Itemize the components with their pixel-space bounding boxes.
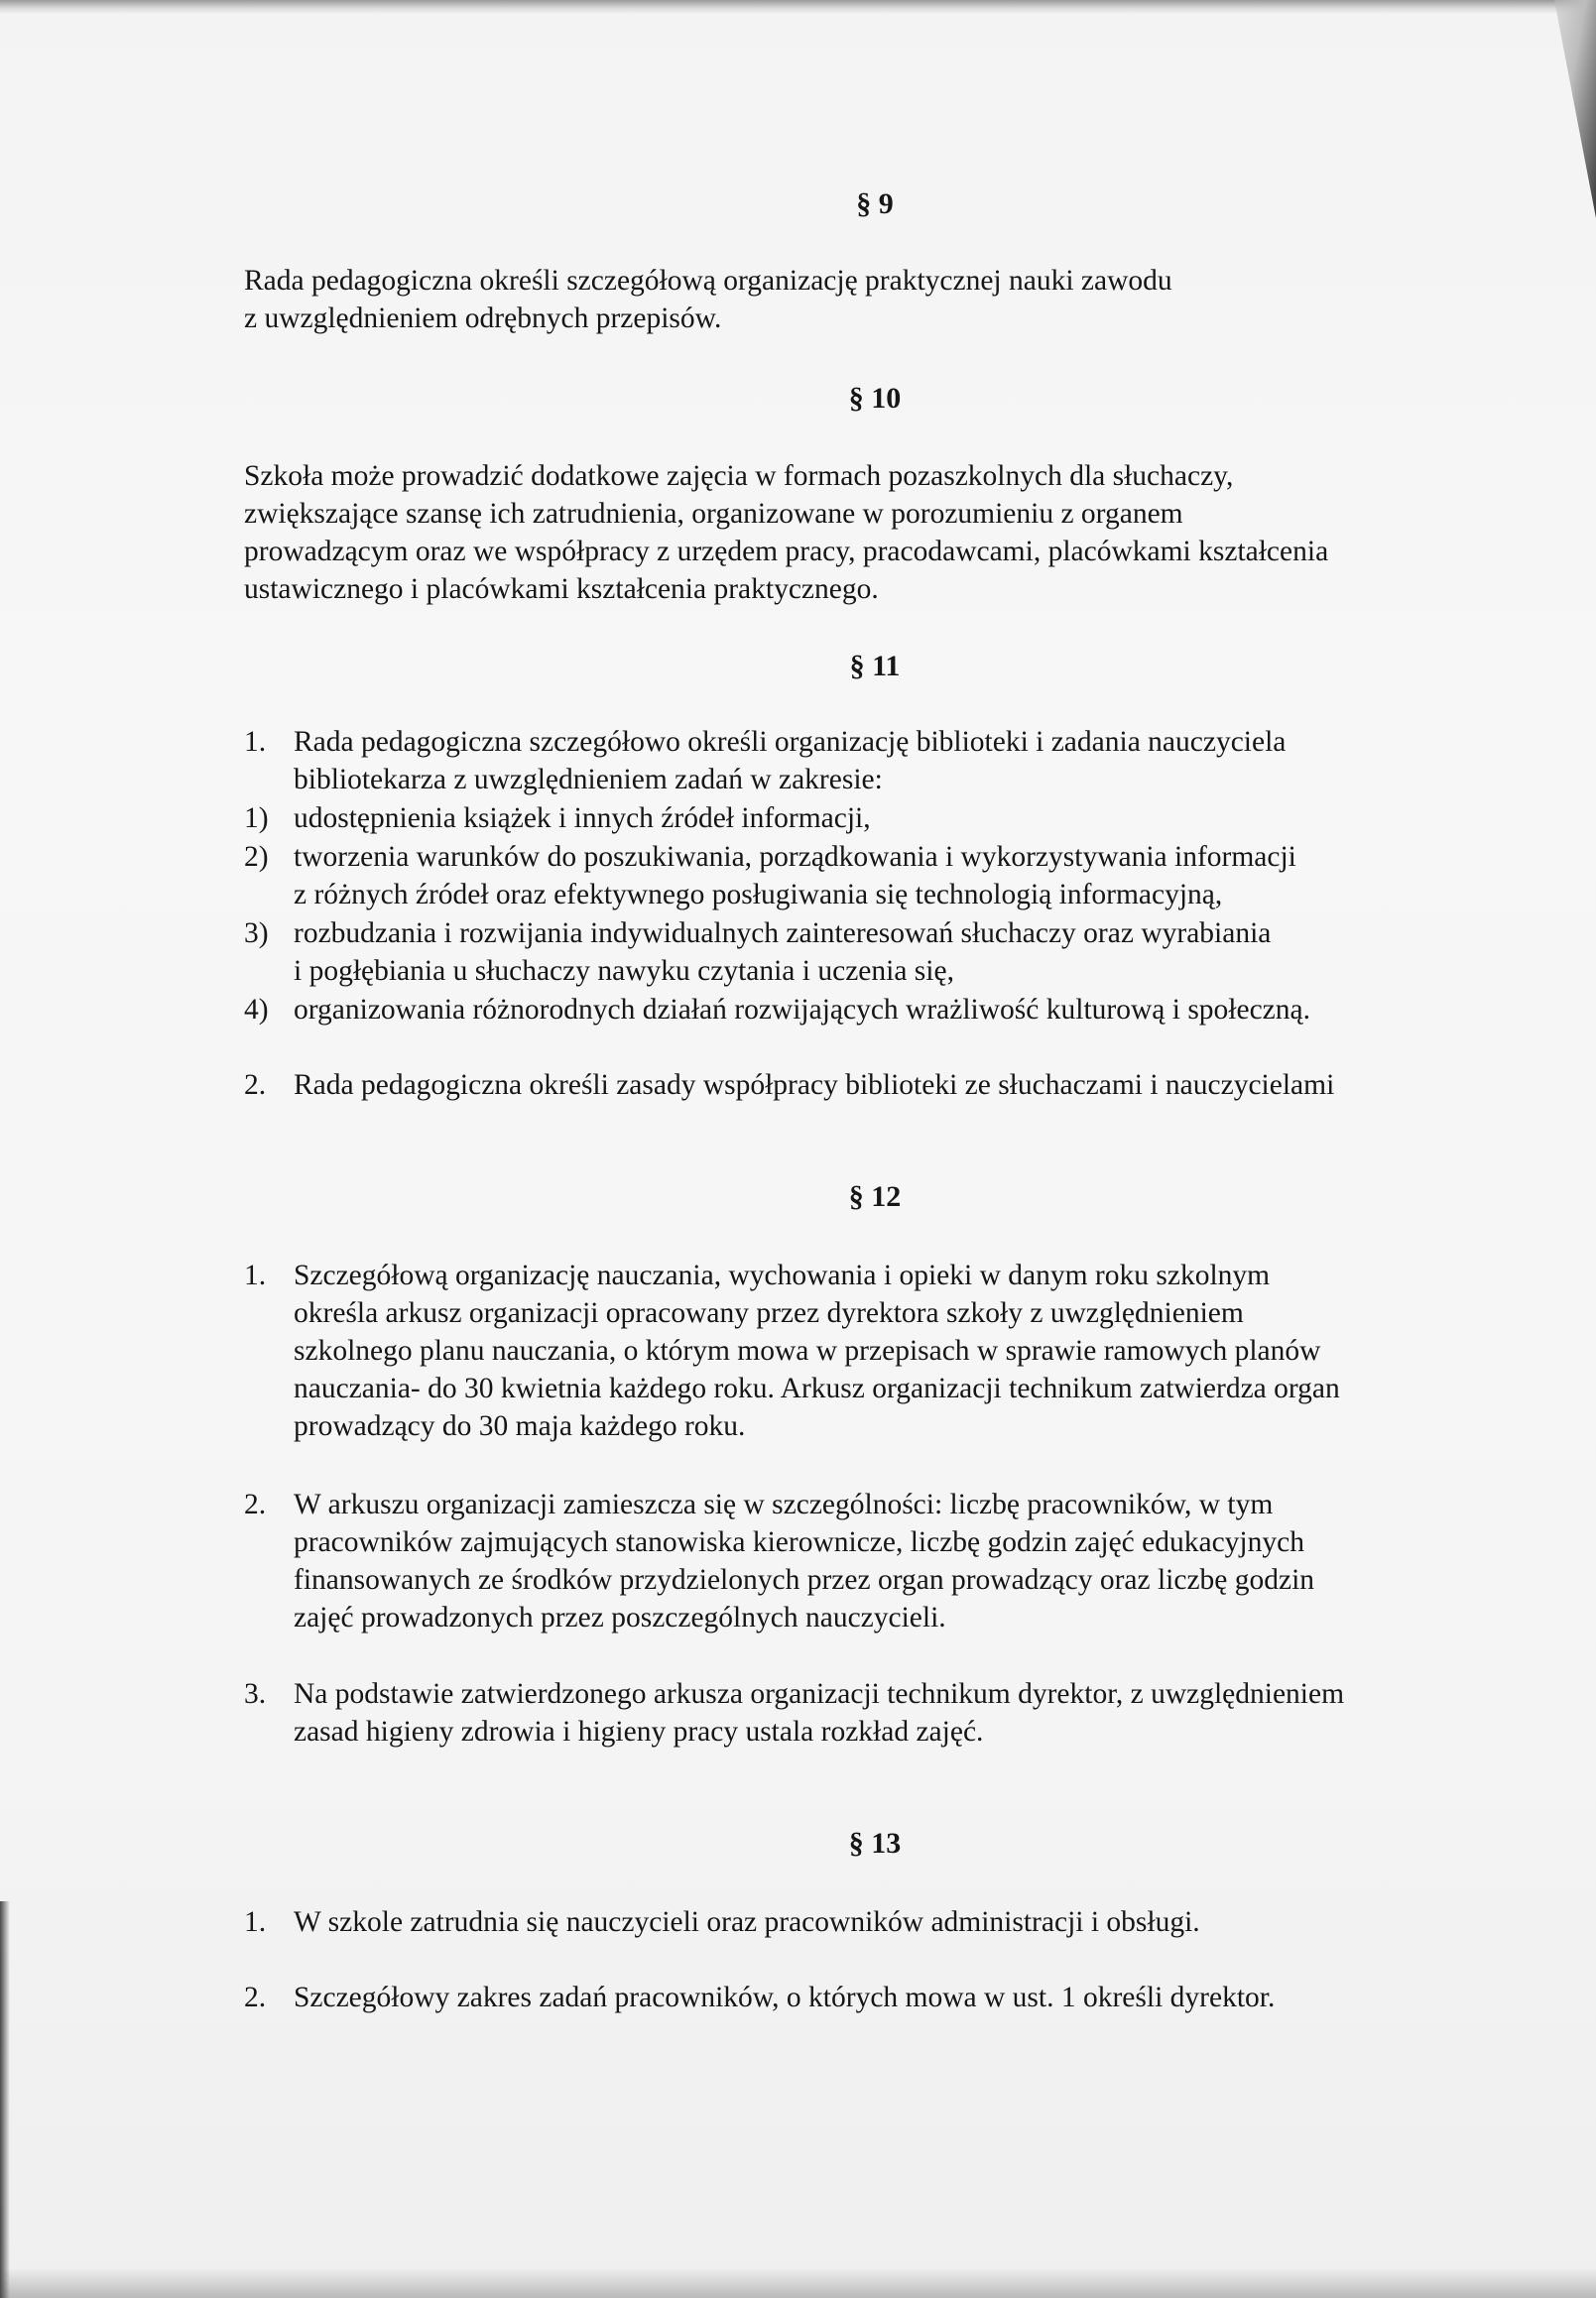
subitem-line: organizowania różnorodnych działań rozwijających wrażliwość kulturową i społeczną.: [294, 994, 1310, 1026]
subitem-line: tworzenia warunków do poszukiwania, porządkowania i wykorzystywania informacji: [294, 841, 1296, 873]
subitem-number: 2): [244, 841, 269, 873]
scan-edge-top: [0, 0, 1596, 14]
item-number: 2.: [244, 1489, 267, 1520]
section-9-line: z uwzględnieniem odrębnych przepisów.: [244, 302, 722, 334]
item-line: zasad higieny zdrowia i higieny pracy ustala rozkład zajęć.: [294, 1716, 984, 1748]
section-10-line: Szkoła może prowadzić dodatkowe zajęcia w formach pozaszkolnych dla słuchaczy,: [244, 460, 1234, 492]
subitem-line: udostępnienia książek i innych źródeł informacji,: [294, 802, 871, 834]
item-number: 2.: [244, 1982, 267, 2013]
section-heading-9: § 9: [856, 187, 894, 220]
item-number: 1.: [244, 726, 267, 758]
section-heading-13: § 13: [848, 1827, 902, 1860]
item-line: szkolnego planu nauczania, o którym mowa w przepisach w sprawie ramowych planów: [294, 1335, 1321, 1367]
item-number: 1.: [244, 1906, 267, 1938]
item-line: nauczania- do 30 kwietnia każdego roku. Arkusz organizacji technikum zatwierdza organ: [294, 1373, 1340, 1404]
item-line: określa arkusz organizacji opracowany przez dyrektora szkoły z uwzględnieniem: [294, 1297, 1244, 1329]
subitem-number: 4): [244, 994, 269, 1026]
section-9-line: Rada pedagogiczna określi szczegółową organizację praktycznej nauki zawodu: [244, 265, 1172, 297]
section-heading-11: § 11: [849, 650, 901, 682]
subitem-number: 3): [244, 917, 269, 949]
item-number: 3.: [244, 1678, 267, 1710]
subitem-line: i pogłębiania u słuchaczy nawyku czytania i uczenia się,: [294, 955, 954, 987]
subitem-line: rozbudzania i rozwijania indywidualnych zainteresowań słuchaczy oraz wyrabiania: [294, 917, 1272, 949]
section-heading-12: § 12: [848, 1180, 902, 1213]
item-number: 1.: [244, 1260, 267, 1291]
item-line: Na podstawie zatwierdzonego arkusza organizacji technikum dyrektor, z uwzględnieniem: [294, 1678, 1345, 1710]
section-heading-10: § 10: [848, 382, 902, 415]
section-10-line: prowadzącym oraz we współpracy z urzędem pracy, pracodawcami, placówkami kształcenia: [244, 536, 1329, 567]
item-line: finansowanych ze środków przydzielonych przez organ prowadzący oraz liczbę godzin: [294, 1564, 1315, 1596]
item-line: Rada pedagogiczna szczegółowo określi organizację biblioteki i zadania nauczyciela: [294, 726, 1287, 758]
item-line: W arkuszu organizacji zamieszcza się w szczególności: liczbę pracowników, w tym: [294, 1489, 1274, 1520]
scan-edge-left: [0, 1901, 10, 2298]
item-line: zajęć prowadzonych przez poszczególnych nauczycieli.: [294, 1602, 946, 1633]
item-line: prowadzący do 30 maja każdego roku.: [294, 1410, 746, 1442]
scan-edge-bottom: [0, 2268, 1596, 2298]
scan-edge-right: [1527, 0, 1596, 218]
item-line: W szkole zatrudnia się nauczycieli oraz pracowników administracji i obsługi.: [294, 1906, 1200, 1938]
item-number: 2.: [244, 1069, 267, 1101]
item-line: Szczegółową organizację nauczania, wychowania i opieki w danym roku szkolnym: [294, 1260, 1271, 1291]
item-line: pracowników zajmujących stanowiska kierownicze, liczbę godzin zajęć edukacyjnych: [294, 1526, 1304, 1558]
section-10-line: ustawicznego i placówkami kształcenia praktycznego.: [244, 573, 879, 605]
subitem-number: 1): [244, 802, 269, 834]
section-10-line: zwiększające szansę ich zatrudnienia, organizowane w porozumieniu z organem: [244, 498, 1183, 530]
item-line: bibliotekarza z uwzględnieniem zadań w zakresie:: [294, 764, 883, 795]
item-line: Rada pedagogiczna określi zasady współpracy biblioteki ze słuchaczami i nauczycielami: [294, 1069, 1335, 1101]
item-line: Szczegółowy zakres zadań pracowników, o których mowa w ust. 1 określi dyrektor.: [294, 1982, 1276, 2013]
subitem-line: z różnych źródeł oraz efektywnego posługiwania się technologią informacyjną,: [294, 879, 1223, 910]
